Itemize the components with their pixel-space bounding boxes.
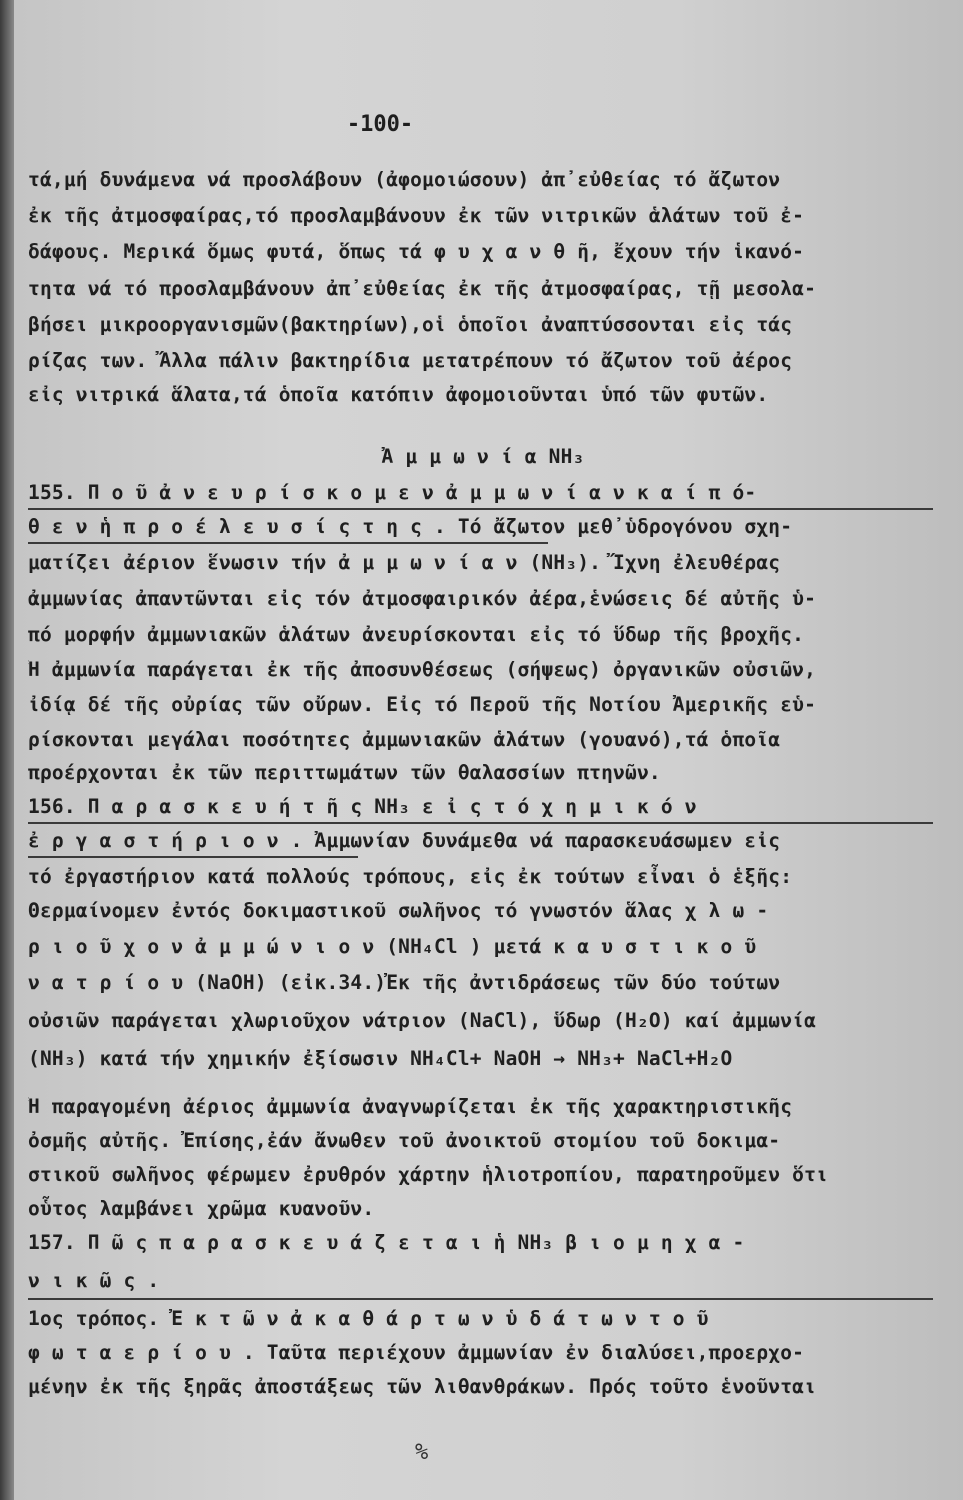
text-line: φ ω τ α ε ρ ί ο υ . Ταῦτα περιέχουν ἀμμωνίαν ἐν διαλύσει,προερχο-: [28, 1341, 805, 1364]
text-line: ματίζει ἀέριον ἕνωσιν τήν ἀ μ μ ω ν ί α ν (NH₃). Ἴχνη ἐλευθέρας: [28, 551, 781, 574]
underline-rule: [28, 508, 933, 510]
text-line: Ἡ ἀμμωνία παράγεται ἐκ τῆς ἀποσυνθέσεως (σήψεως) ὀργανικῶν οὐσιῶν,: [28, 658, 817, 681]
text-line: ἰδίᾳ δέ τῆς οὐρίας τῶν οὔρων. Εἰς τό Περοῦ τῆς Νοτίου Ἀμερικῆς εὑ-: [28, 693, 817, 716]
underline-rule: [28, 542, 548, 544]
text-line: οὐσιῶν παράγεται χλωριοῦχον νάτριον (NaCl), ὕδωρ (H₂O) καί ἀμμωνία: [28, 1009, 817, 1032]
text-line: ρ ι ο ῦ χ ο ν ἀ μ μ ώ ν ι ο ν (NH₄Cl ) μετά κ α υ σ τ ι κ ο ῦ: [28, 935, 757, 958]
text-line: ὀσμῆς αὐτῆς. Ἐπίσης,ἐάν ἄνωθεν τοῦ ἀνοικτοῦ στομίου τοῦ δοκιμα-: [28, 1129, 781, 1152]
text-line: ν α τ ρ ί ο υ (NaOH) (εἰκ.34.)Ἐκ τῆς ἀντιδράσεως τῶν δύο τούτων: [28, 971, 781, 994]
text-line: ἐ ρ γ α σ τ ή ρ ι ο ν . Ἀμμωνίαν δυνάμεθα νά παρασκευάσωμεν εἰς: [28, 829, 781, 852]
question-heading: 156. Π α ρ α σ κ ε υ ή τ ῆ ς NH₃ ε ἰ ς τ ό χ η μ ι κ ό ν: [28, 795, 697, 818]
text-line: ἀμμωνίας ἀπαντῶνται εἰς τόν ἀτμοσφαιρικόν ἀέρα,ἑνώσεις δέ αὐτῆς ὑ-: [28, 587, 817, 610]
text-line: στικοῦ σωλῆνος φέρωμεν ἐρυθρόν χάρτην ἡλιοτροπίου, παρατηροῦμεν ὅτι: [28, 1163, 828, 1186]
text-line: τητα νά τό προσλαμβάνουν ἀπ᾽εὐθείας ἐκ τῆς ἀτμοσφαίρας, τῇ μεσολα-: [28, 277, 817, 300]
underline-rule: [28, 1298, 933, 1300]
footer-mark: %: [415, 1440, 429, 1465]
text-line: ρίσκονται μεγάλαι ποσότητες ἀμμωνιακῶν ἁλάτων (γουανό),τά ὁποῖα: [28, 728, 781, 751]
text-line: βήσει μικροοργανισμῶν(βακτηρίων),οἱ ὁποῖοι ἀναπτύσσονται εἰς τάς: [28, 313, 793, 336]
text-line: πό μορφήν ἀμμωνιακῶν ἁλάτων ἀνευρίσκονται εἰς τό ὕδωρ τῆς βροχῆς.: [28, 623, 805, 646]
section-title: Ἀ μ μ ω ν ί α NH₃: [381, 445, 585, 468]
chemical-equation: (NH₃) κατά τήν χημικήν ἐξίσωσιν NH₄Cl+ NaOH → NH₃+ NaCl+H₂O: [28, 1047, 733, 1070]
text-line: ν ι κ ῶ ς .: [28, 1269, 160, 1292]
text-line: δάφους. Μερικά ὅμως φυτά, ὅπως τά φ υ χ α ν θ ῆ, ἔχουν τήν ἱκανό-: [28, 240, 805, 263]
text-line: Θερμαίνομεν ἐντός δοκιμαστικοῦ σωλῆνος τό γνωστόν ἅλας χ λ ω -: [28, 899, 769, 922]
text-line: μένην ἐκ τῆς ξηρᾶς ἀποστάξεως τῶν λιθανθράκων. Πρός τοῦτο ἑνοῦνται: [28, 1375, 817, 1398]
page-number: -100-: [346, 112, 414, 137]
underline-rule: [28, 856, 358, 858]
text-line: θ ε ν ἡ π ρ ο έ λ ε υ σ ί ς τ η ς . Τό ἄζωτον μεθ᾽ὑδρογόνου σχη-: [28, 515, 793, 538]
text-line: ἐκ τῆς ἀτμοσφαίρας,τό προσλαμβάνουν ἐκ τῶν νιτρικῶν ἁλάτων τοῦ ἐ-: [28, 204, 805, 227]
text-line: τά,μή δυνάμενα νά προσλάβουν (ἀφομοιώσουν) ἀπ᾽εὐθείας τό ἄζωτον: [28, 168, 781, 191]
question-heading: 155. Π ο ῦ ἀ ν ε υ ρ ί σ κ ο μ ε ν ἀ μ μ ω ν ί α ν κ α ί π ό-: [28, 481, 757, 504]
text-line: εἰς νιτρικά ἅλατα,τά ὁποῖα κατόπιν ἀφομοιοῦνται ὑπό τῶν φυτῶν.: [28, 383, 769, 406]
text-line: προέρχονται ἐκ τῶν περιττωμάτων τῶν θαλασσίων πτηνῶν.: [28, 761, 661, 784]
binding-edge: [0, 0, 14, 1500]
text-line: τό ἐργαστήριον κατά πολλούς τρόπους, εἰς ἐκ τούτων εἶναι ὁ ἑξῆς:: [28, 865, 793, 888]
question-heading: 157. Π ῶ ς π α ρ α σ κ ε υ ά ζ ε τ α ι ἡ NH₃ β ι ο μ η χ α -: [28, 1231, 745, 1254]
text-line: ρίζας των. Ἄλλα πάλιν βακτηρίδια μετατρέπουν τό ἄζωτον τοῦ ἀέρος: [28, 349, 793, 372]
text-line: 1ος τρόπος. Ἐ κ τ ῶ ν ἀ κ α θ ά ρ τ ω ν ὑ δ ά τ ω ν τ ο ῦ: [28, 1307, 709, 1330]
text-line: οὗτος λαμβάνει χρῶμα κυανοῦν.: [28, 1197, 375, 1220]
underline-rule: [28, 822, 933, 824]
text-line: Ἡ παραγομένη ἀέριος ἀμμωνία ἀναγνωρίζεται ἐκ τῆς χαρακτηριστικῆς: [28, 1095, 793, 1118]
